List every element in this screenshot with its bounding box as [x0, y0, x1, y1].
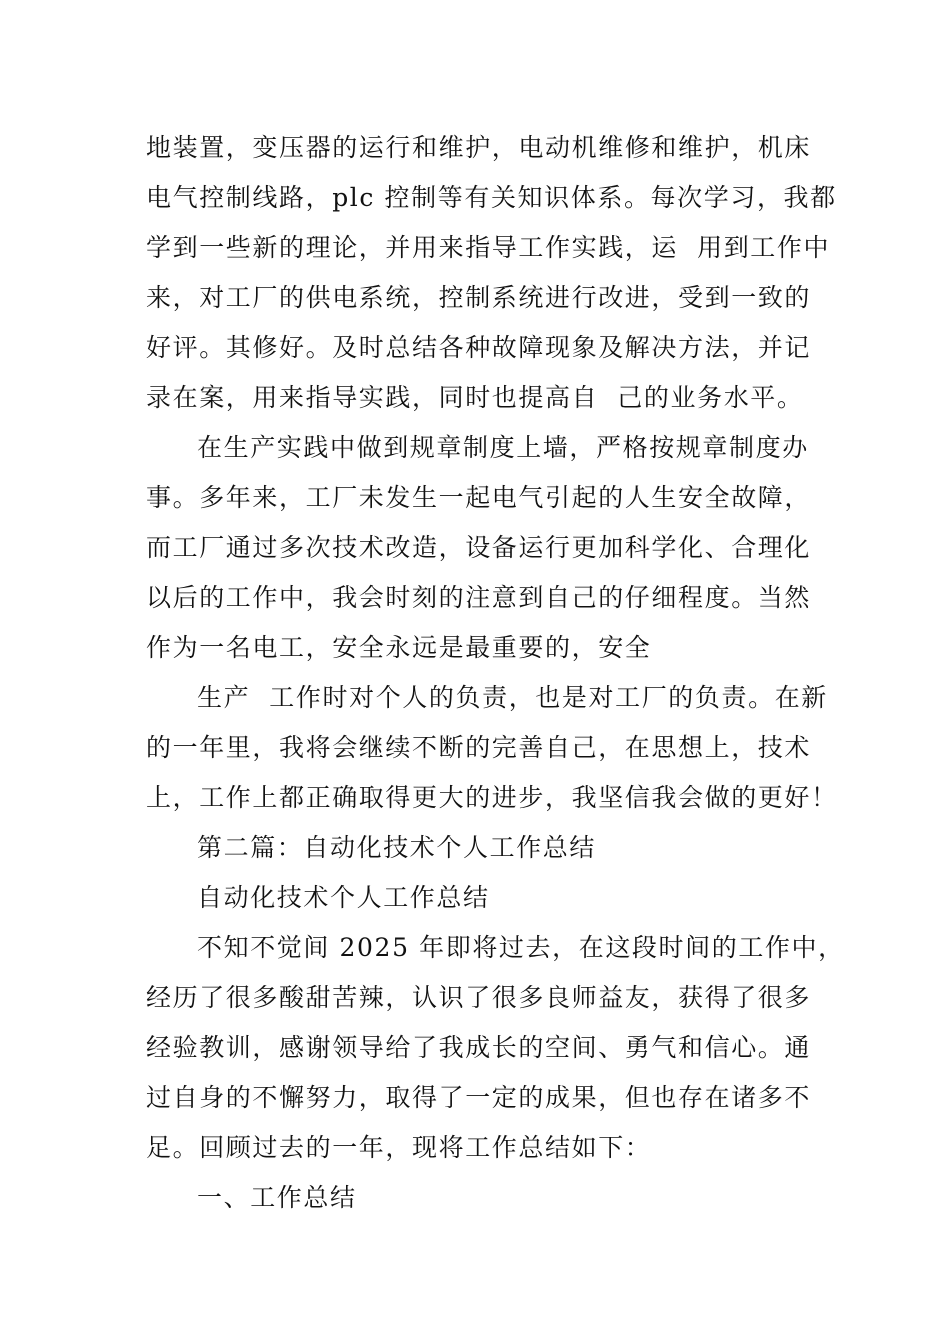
document-title: 自动化技术个人工作总结	[197, 883, 490, 912]
text-line: 来，对工厂的供电系统，控制系统进行改进，受到一致的	[146, 283, 812, 312]
text-line: 的一年里，我将会继续不断的完善自己，在思想上，技术	[146, 733, 812, 762]
paragraph-start-line: 生产 工作时对个人的负责，也是对工厂的负责。在新	[197, 683, 828, 712]
text-line: 经验教训，感谢领导给了我成长的空间、勇气和信心。通	[146, 1033, 812, 1062]
text-line: 学到一些新的理论，并用来指导工作实践，运 用到工作中	[146, 233, 831, 262]
paragraph-start-line: 在生产实践中做到规章制度上墙，严格按规章制度办	[197, 433, 809, 462]
text-line: 以后的工作中，我会时刻的注意到自己的仔细程度。当然	[146, 583, 812, 612]
text-line: 好评。其修好。及时总结各种故障现象及解决方法，并记	[146, 333, 812, 362]
text-line: 而工厂通过多次技术改造，设备运行更加科学化、合理化	[146, 533, 812, 562]
text-line: 经历了很多酸甜苦辣，认识了很多良师益友，获得了很多	[146, 983, 812, 1012]
text-line: 过自身的不懈努力，取得了一定的成果，但也存在诸多不	[146, 1083, 812, 1112]
text-line: 录在案，用来指导实践，同时也提高自 己的业务水平。	[146, 383, 804, 412]
paragraph-start-line: 不知不觉间 2025 年即将过去，在这段时间的工作中，	[197, 933, 845, 962]
text-line: 作为一名电工，安全永远是最重要的，安全	[146, 633, 652, 662]
section-heading: 第二篇：自动化技术个人工作总结	[197, 833, 597, 862]
subsection-heading: 一、工作总结	[197, 1183, 357, 1212]
text-line: 地装置，变压器的运行和维护，电动机维修和维护，机床	[146, 133, 812, 162]
text-line: 事。多年来，工厂未发生一起电气引起的人生安全故障，	[146, 483, 812, 512]
text-line: 上，工作上都正确取得更大的进步，我坚信我会做的更好！	[146, 783, 838, 812]
text-line: 足。回顾过去的一年，现将工作总结如下：	[146, 1133, 652, 1162]
text-line: 电气控制线路，plc 控制等有关知识体系。每次学习，我都	[146, 183, 837, 212]
